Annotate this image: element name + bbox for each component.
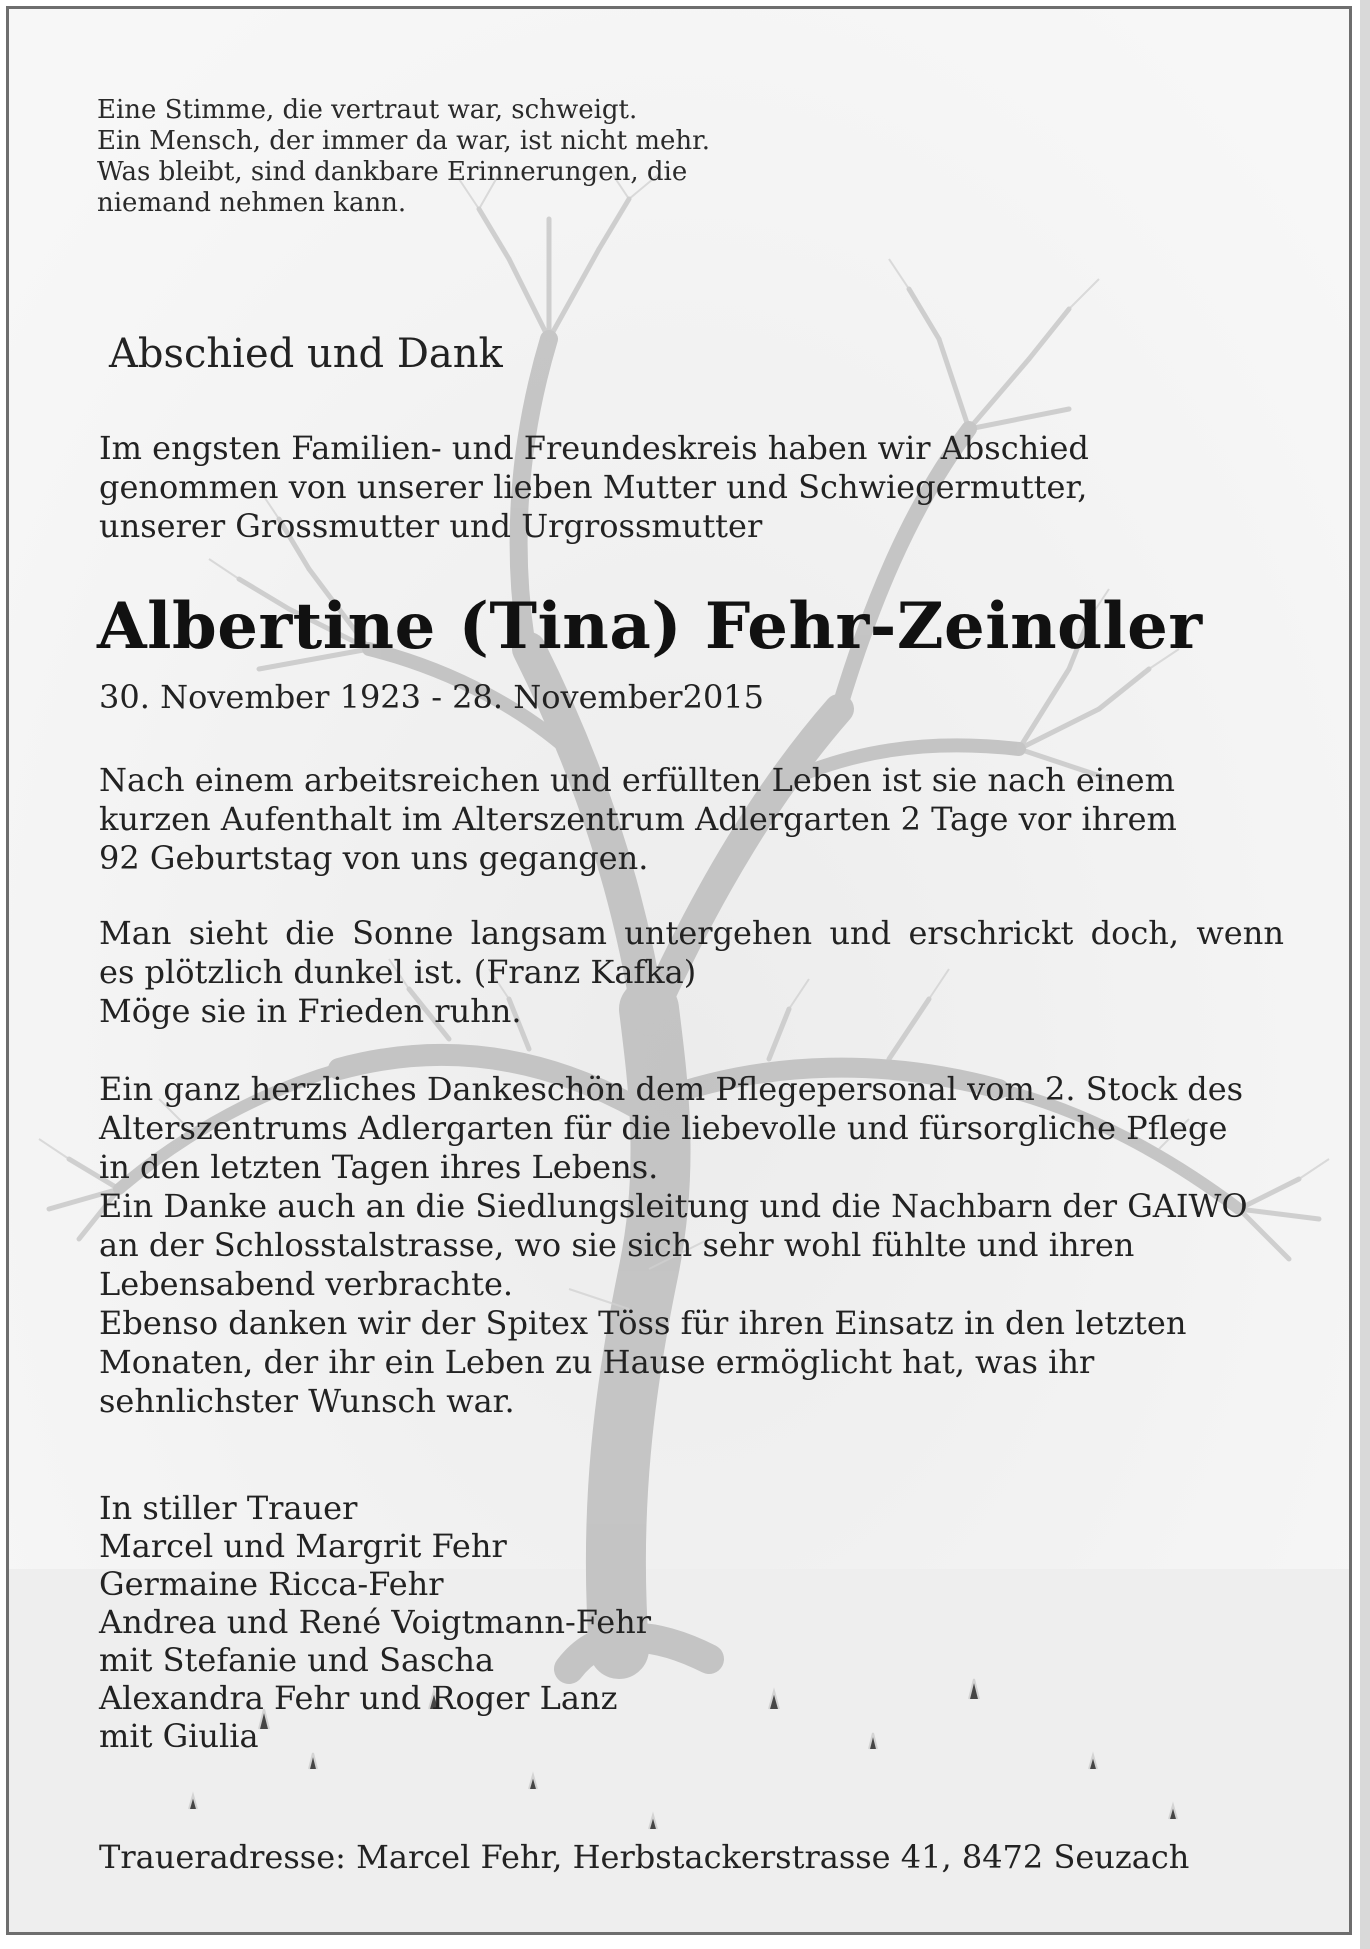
- rest-in-peace-line: Möge sie in Frieden ruhn.: [99, 992, 522, 1030]
- life-dates: 30. November 1923 - 28. November2015: [99, 678, 765, 716]
- quote-word: sieht: [188, 914, 268, 952]
- life-line: Nach einem arbeitsreichen und erfüllten Leben ist sie nach einem: [99, 761, 1175, 799]
- obituary-frame: [6, 6, 1352, 1935]
- heading-farewell: Abschied und Dank: [109, 331, 503, 377]
- mourners-list: [99, 1489, 651, 1755]
- quote-word: untergehen: [624, 914, 813, 952]
- mourning-address: Traueradresse: Marcel Fehr, Herbstackerstrasse 41, 8472 Seuzach: [99, 1838, 1190, 1876]
- quote-word: und: [829, 914, 892, 952]
- life-paragraph: [99, 761, 1177, 878]
- motto-line: niemand nehmen kann.: [97, 188, 407, 218]
- quote-line-justified: [99, 914, 1284, 953]
- page-edge: [1360, 0, 1370, 1949]
- thanks-line: an der Schlosstalstrasse, wo sie sich sehr wohl fühlte und ihren: [99, 1226, 1135, 1264]
- signoff-line: In stiller Trauer: [99, 1489, 358, 1527]
- intro-line: Im engsten Familien- und Freundeskreis haben wir Abschied: [99, 429, 1089, 467]
- quote-paragraph: [99, 914, 1289, 1031]
- mourner-name: mit Giulia: [99, 1717, 259, 1755]
- thanks-line: in den letzten Tagen ihres Lebens.: [99, 1148, 659, 1186]
- thanks-line: Ein Danke auch an die Siedlungsleitung und die Nachbarn der GAIWO: [99, 1187, 1248, 1225]
- thanks-line: Ein ganz herzliches Dankeschön dem Pflegepersonal vom 2. Stock des: [99, 1070, 1244, 1108]
- life-line: kurzen Aufenthalt im Alterszentrum Adlergarten 2 Tage vor ihrem: [99, 800, 1177, 838]
- motto-line: Eine Stimme, die vertraut war, schweigt.: [97, 95, 638, 125]
- intro-paragraph: [99, 429, 1089, 546]
- quote-word: die: [285, 914, 335, 952]
- thanks-line: Lebensabend verbrachte.: [99, 1265, 514, 1303]
- mourner-name: Alexandra Fehr und Roger Lanz: [99, 1679, 618, 1717]
- quote-word: langsam: [470, 914, 607, 952]
- intro-line: genommen von unserer lieben Mutter und Schwiegermutter,: [99, 468, 1088, 506]
- thanks-line: Monaten, der ihr ein Leben zu Hause ermöglicht hat, was ihr: [99, 1343, 1095, 1381]
- mourner-name: Germaine Ricca-Fehr: [99, 1565, 444, 1603]
- motto-line: Ein Mensch, der immer da war, ist nicht mehr.: [97, 126, 711, 156]
- quote-word: Sonne: [352, 914, 454, 952]
- mourner-name: Marcel und Margrit Fehr: [99, 1527, 507, 1565]
- deceased-name: Albertine (Tina) Fehr-Zeindler: [97, 589, 1203, 664]
- mourner-name: Andrea und René Voigtmann-Fehr: [99, 1603, 652, 1641]
- thanks-line: sehnlichster Wunsch war.: [99, 1382, 515, 1420]
- life-line: 92 Geburtstag von uns gegangen.: [99, 839, 649, 877]
- intro-line: unserer Grossmutter und Urgrossmutter: [99, 507, 763, 545]
- quote-word: Man: [99, 914, 172, 952]
- quote-word: wenn: [1196, 914, 1284, 952]
- thanks-line: Alterszentrums Adlergarten für die liebevolle und fürsorgliche Pflege: [99, 1109, 1228, 1147]
- quote-word: doch,: [1090, 914, 1180, 952]
- thanks-paragraph: [99, 1070, 1248, 1421]
- thanks-line: Ebenso danken wir der Spitex Töss für ihren Einsatz in den letzten: [99, 1304, 1187, 1342]
- motto-verse: [97, 95, 710, 219]
- quote-word: erschrickt: [908, 914, 1074, 952]
- quote-line: es plötzlich dunkel ist. (Franz Kafka): [99, 953, 697, 991]
- motto-line: Was bleibt, sind dankbare Erinnerungen, die: [97, 157, 688, 187]
- mourner-name: mit Stefanie und Sascha: [99, 1641, 495, 1679]
